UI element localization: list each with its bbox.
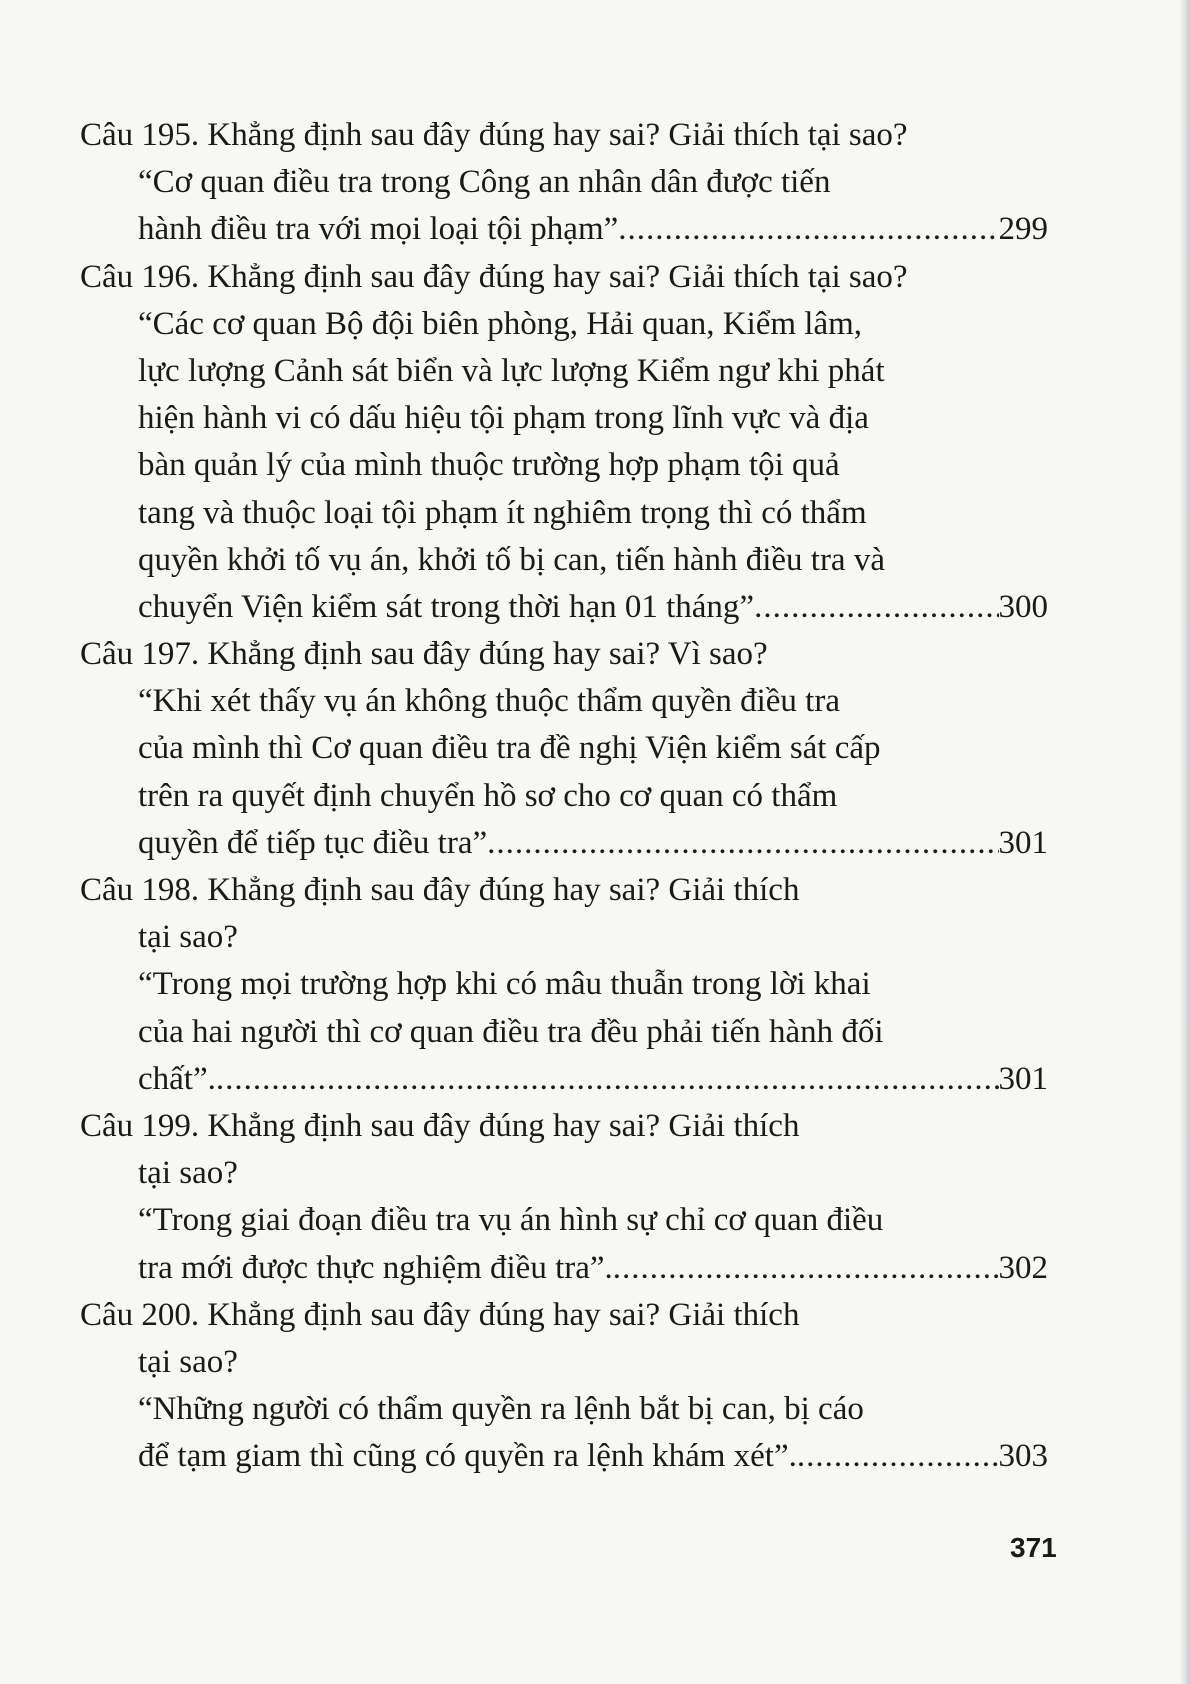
entry-text-line: “Các cơ quan Bộ đội biên phòng, Hải quan, Kiểm lâm, [138,305,863,342]
toc-entry-197 [80,631,1048,867]
entry-text-line: “Cơ quan điều tra trong Công an nhân dân được tiến [138,164,831,201]
entry-page-number: 299 [998,211,1048,248]
entry-text-line: “Những người có thẩm quyền ra lệnh bắt bị can, bị cáo [138,1391,864,1428]
entry-text-line: tại sao? [138,919,238,956]
entry-text-line: của mình thì Cơ quan điều tra đề nghị Viện kiểm sát cấp [138,730,881,767]
entry-page-number: 303 [998,1438,1048,1475]
entry-text-line: quyền khởi tố vụ án, khởi tố bị can, tiến hành điều tra và [138,541,885,578]
entry-heading: Câu 197. Khẳng định sau đây đúng hay sai? Vì sao? [80,636,768,673]
toc-entry-195 [80,112,1048,254]
entry-text-line: để tạm giam thì cũng có quyền ra lệnh khám xét”. [138,1438,797,1475]
entry-heading: Câu 200. Khẳng định sau đây đúng hay sai? Giải thích [80,1296,800,1333]
entry-last-line [80,1433,1048,1480]
entry-page-number: 302 [998,1249,1048,1286]
entry-text-line: hiện hành vi có dấu hiệu tội phạm trong lĩnh vực và địa [138,400,869,437]
table-of-contents [80,112,1048,1480]
toc-entry-199 [80,1103,1048,1292]
entry-text-line: tra mới được thực nghiệm điều tra”. [138,1249,613,1286]
entry-text-line: “Khi xét thấy vụ án không thuộc thẩm quyền điều tra [138,683,840,720]
entry-text-line: tại sao? [138,1343,238,1380]
entry-last-line [80,206,1048,253]
entry-page-number: 300 [998,588,1048,625]
entry-heading: Câu 199. Khẳng định sau đây đúng hay sai? Giải thích [80,1107,800,1144]
entry-text-line: tang và thuộc loại tội phạm ít nghiêm trọng thì có thẩm [138,494,867,531]
dot-leader [754,584,998,631]
entry-text-line: chuyển Viện kiểm sát trong thời hạn 01 tháng” [138,588,755,625]
entry-text-line: trên ra quyết định chuyển hồ sơ cho cơ quan có thẩm [138,777,838,814]
toc-entry-198 [80,867,1048,1103]
entry-text-line: bàn quản lý của mình thuộc trường hợp phạm tội quả [138,447,840,484]
entry-last-line [80,1056,1048,1103]
toc-entry-200 [80,1292,1048,1481]
entry-text-line: chất”. [138,1060,216,1097]
entry-heading: Câu 198. Khẳng định sau đây đúng hay sai? Giải thích [80,872,800,908]
entry-last-line [80,820,1048,867]
dot-leader [613,1245,999,1292]
page-number: 371 [1010,1532,1057,1563]
entry-page-number: 301 [998,1060,1048,1097]
entry-heading: Câu 196. Khẳng định sau đây đúng hay sai? Giải thích tại sao? [80,258,908,295]
toc-entry-196 [80,254,1048,632]
entry-text-line: “Trong mọi trường hợp khi có mâu thuẫn trong lời khai [138,966,871,1003]
entry-text-line: hành điều tra với mọi loại tội phạm” [138,211,619,248]
entry-text-line: “Trong giai đoạn điều tra vụ án hình sự chỉ cơ quan điều [138,1202,884,1239]
entry-text-line: lực lượng Cảnh sát biển và lực lượng Kiểm ngư khi phát [138,352,885,389]
entry-text-line: tại sao? [138,1155,238,1192]
dot-leader [797,1433,999,1480]
entry-text-line: quyền để tiếp tục điều tra” [138,824,488,861]
dot-leader [216,1056,999,1103]
entry-text-line: của hai người thì cơ quan điều tra đều phải tiến hành đối [138,1013,884,1050]
dot-leader [487,820,998,867]
entry-last-line [80,584,1048,631]
entry-heading: Câu 195. Khẳng định sau đây đúng hay sai? Giải thích tại sao? [80,117,908,153]
entry-page-number: 301 [998,824,1048,861]
entry-last-line [80,1245,1048,1292]
dot-leader [618,206,998,253]
page-edge-shadow [1180,0,1190,1684]
